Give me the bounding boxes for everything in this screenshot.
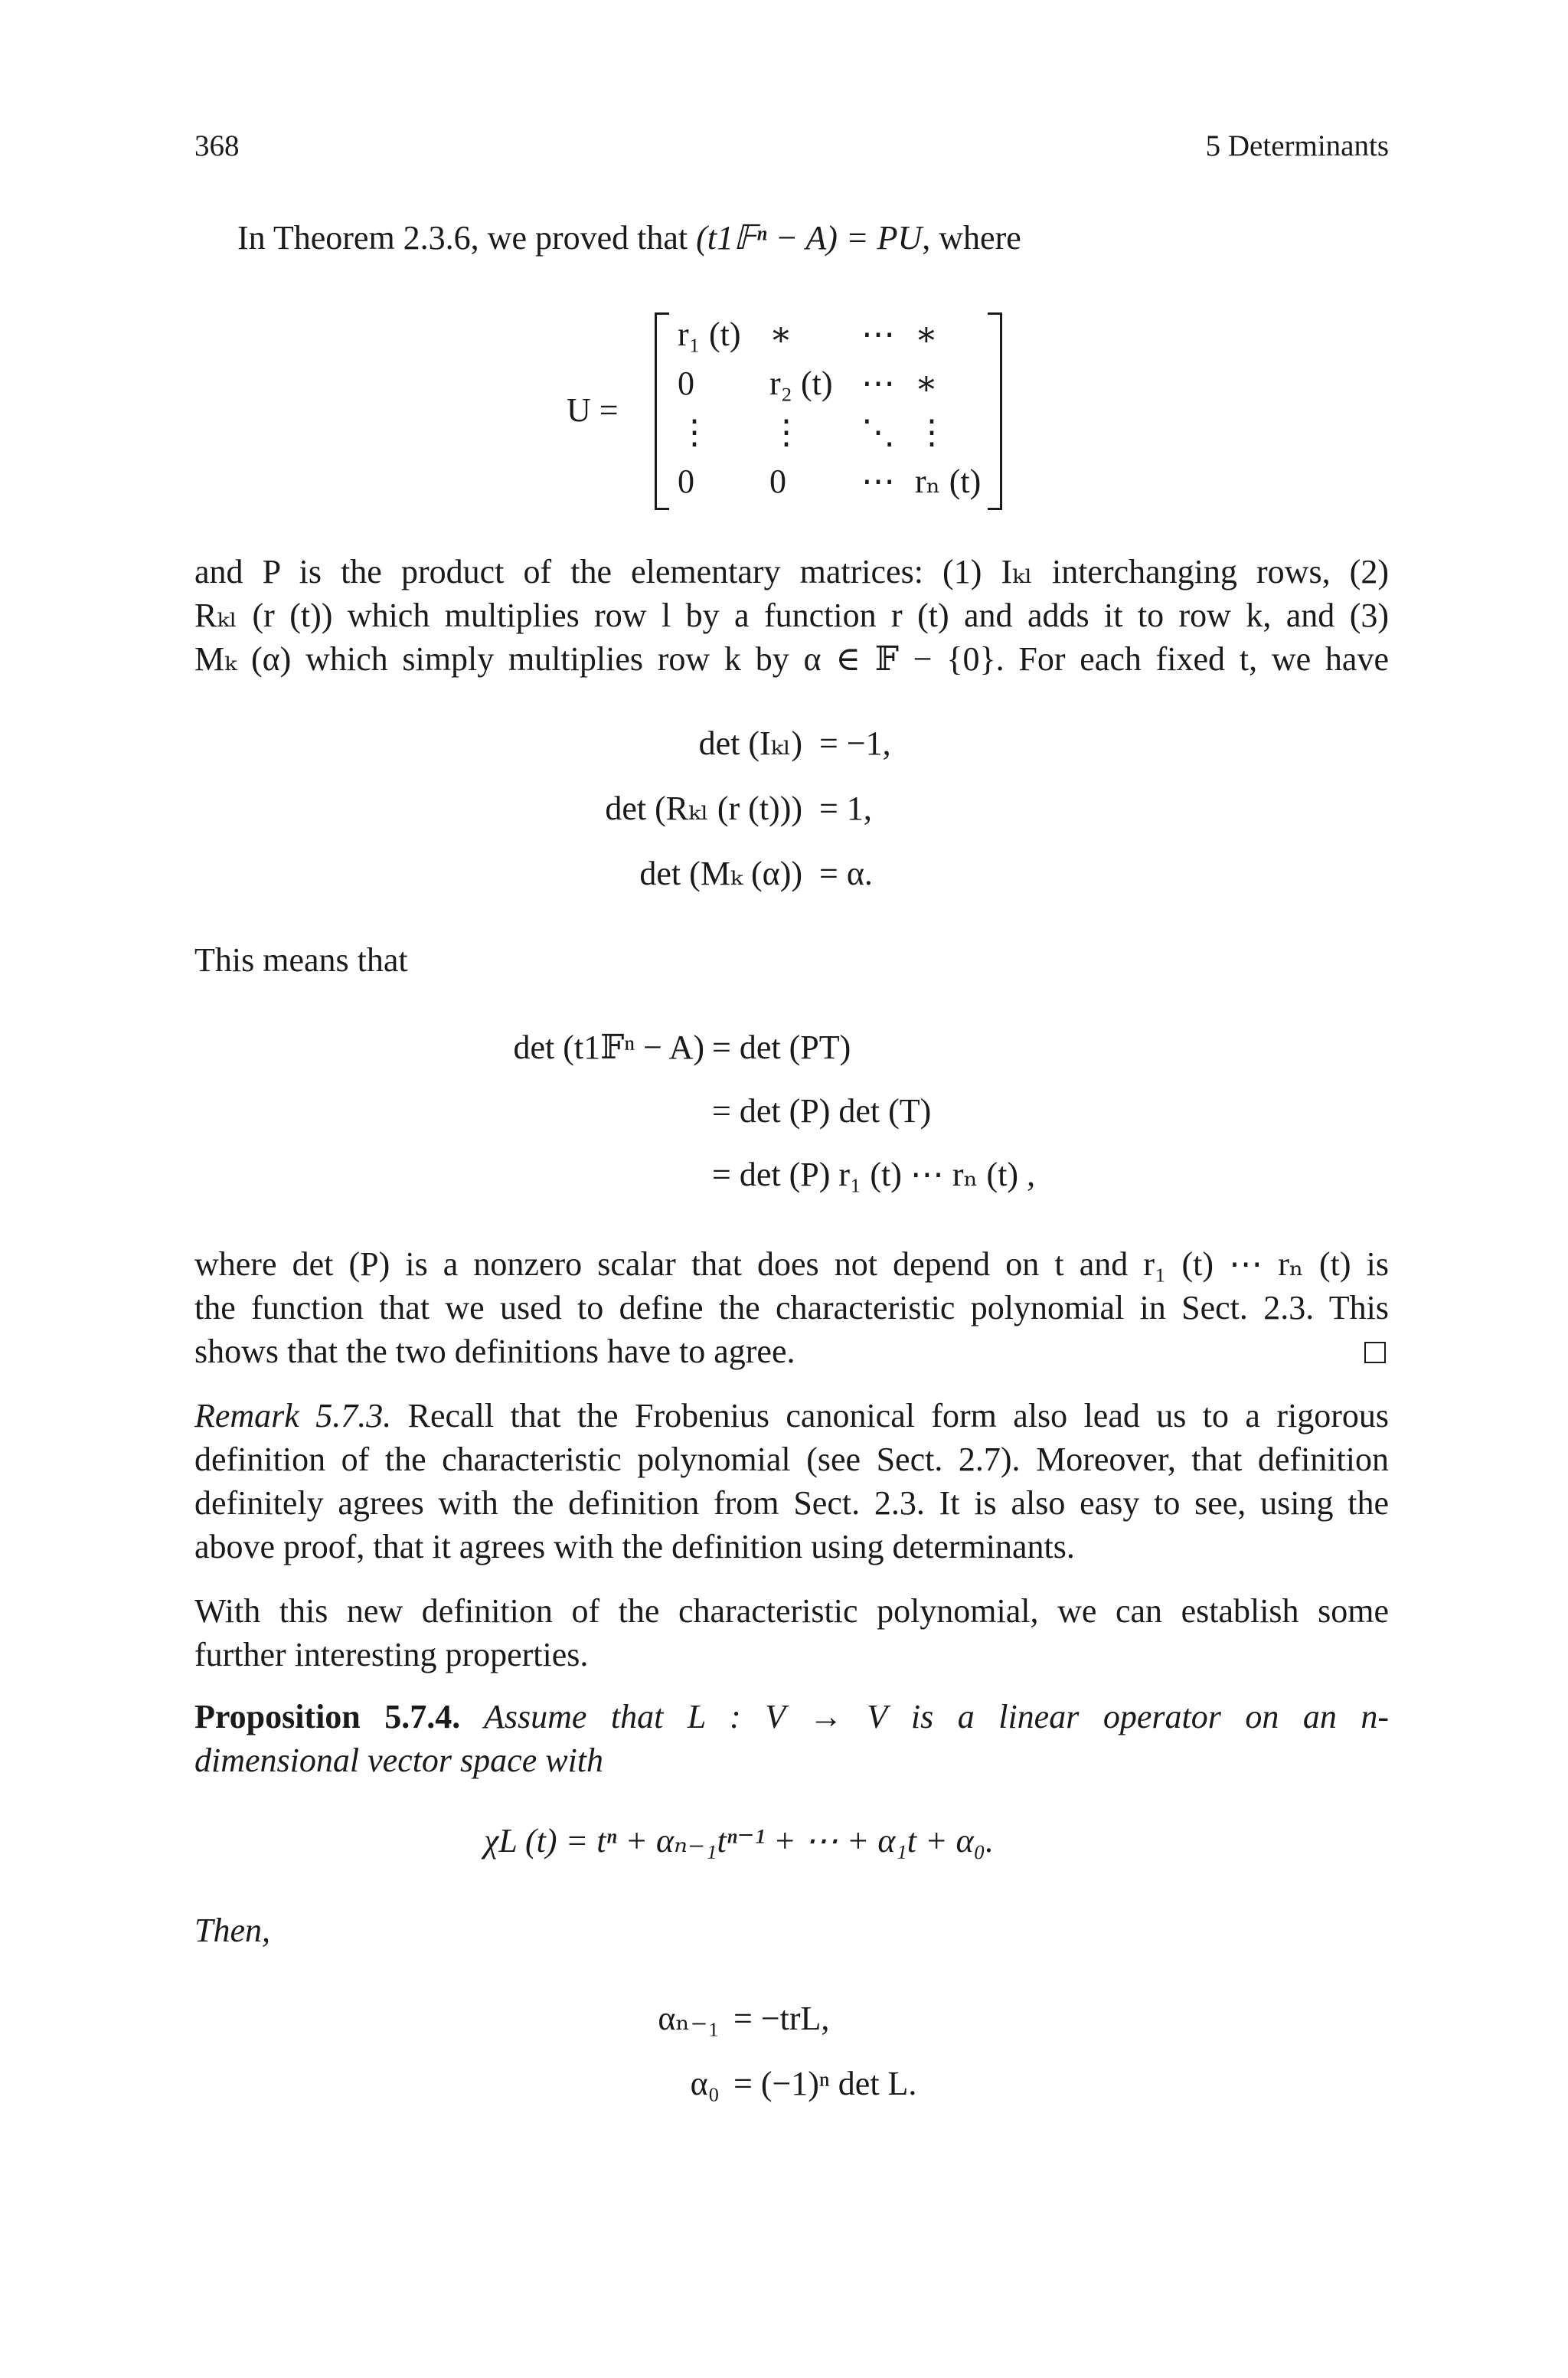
conclusion-rhs-1: = −trL, [733, 2000, 830, 2037]
this-means: This means that [194, 941, 408, 979]
char-poly-text: χL (t) = tⁿ + αₙ₋₁tⁿ⁻¹ + ⋯ + α₁t + α₀. [484, 1822, 995, 1860]
text-line: Mₖ (α) which simply multiplies row k by α ∈ 𝔽 − {0}. For each fixed t, we have [194, 640, 1389, 678]
det-chain-rhs-3: = det (P) r₁ (t) ⋯ rₙ (t) , [712, 1156, 1036, 1193]
conclusion-rhs-2: = (−1)ⁿ det L. [733, 2065, 917, 2102]
conclusion-lhs-1: αₙ₋₁ [658, 2000, 720, 2037]
intro-text-after: , where [922, 219, 1021, 257]
det-eq-lhs-2: det (Rₖₗ (r (t))) [605, 790, 802, 827]
matrix-row [678, 309, 991, 358]
det-chain-rhs-1: = det (PT) [712, 1029, 851, 1066]
proposition-label: Proposition 5.7.4. [194, 1698, 461, 1735]
matrix-u [678, 309, 991, 505]
det-eq-lhs-3: det (Mₖ (α)) [639, 855, 802, 892]
matrix-cell: ⋱ [861, 413, 895, 451]
chapter-title: 5 Determinants [1205, 129, 1389, 162]
paragraph-elementary [194, 550, 1389, 681]
text-line: definition of the characteristic polynomial (see Sect. 2.7). Moreover, that definition [194, 1441, 1389, 1478]
proposition-paragraph [194, 1695, 1389, 1782]
matrix-cell: 0 [769, 462, 786, 500]
matrix-cell: rₙ (t) [915, 462, 982, 500]
conclusion-lhs-2: α₀ [690, 2065, 720, 2102]
text-line: above proof, that it agrees with the definition using determinants. [194, 1528, 1075, 1565]
text-line: and P is the product of the elementary matrices: (1) Iₖₗ interchanging rows, (2) [194, 553, 1389, 590]
text-line: definitely agrees with the definition from Sect. 2.3. It is also easy to see, using the [194, 1484, 1389, 1522]
matrix-cell: 0 [678, 462, 694, 500]
text-line: further interesting properties. [194, 1636, 589, 1673]
matrix-cell: ⋮ [769, 413, 803, 451]
then-label [194, 1911, 270, 1950]
left-bracket [655, 312, 669, 510]
then-text: Then, [194, 1912, 270, 1949]
matrix-cell: r₁ (t) [678, 315, 741, 353]
matrix-cell: ⋮ [915, 413, 949, 451]
matrix-row [678, 407, 991, 456]
text-line: the function that we used to define the characteristic polynomial in Sect. 2.3. This [194, 1289, 1389, 1326]
intro-text-before: In Theorem 2.3.6, we proved that [237, 219, 697, 257]
det-eq-rhs-2: = 1, [819, 790, 872, 827]
paragraph-new-definition [194, 1589, 1389, 1676]
intro-equation: (t1𝔽ⁿ − A) = PU [696, 219, 923, 257]
qed-symbol [1364, 1342, 1386, 1367]
text-line: Recall that the Frobenius canonical form also lead us to a rigorous [391, 1397, 1389, 1434]
matrix-lhs: U = [567, 391, 619, 429]
det-eq-rhs-1: = −1, [819, 725, 891, 762]
matrix-row [678, 358, 991, 407]
text-line: dimensional vector space with [194, 1742, 604, 1779]
matrix-cell: ⋯ [861, 315, 895, 353]
char-poly-equation [484, 1821, 994, 1860]
matrix-cell: ⋯ [861, 364, 895, 402]
matrix-cell: ∗ [915, 364, 938, 402]
det-chain-rhs-2: = det (P) det (T) [712, 1092, 932, 1130]
remark-label: Remark 5.7.3. [194, 1397, 392, 1434]
matrix-cell: r₂ (t) [769, 364, 833, 402]
matrix-row [678, 456, 991, 505]
det-chain-lhs: det (t1𝔽ⁿ − A) [513, 1029, 704, 1066]
det-eq-lhs-1: det (Iₖₗ) [698, 725, 802, 762]
matrix-cell: ∗ [769, 315, 792, 353]
matrix-cell: ⋮ [678, 413, 711, 451]
text-line: With this new definition of the characteristic polynomial, we can establish some [194, 1592, 1389, 1630]
matrix-cell: ⋯ [861, 462, 895, 500]
matrix-cell: ∗ [915, 315, 938, 353]
text-line: where det (P) is a nonzero scalar that does not depend on t and r₁ (t) ⋯ rₙ (t) is [194, 1245, 1389, 1283]
intro-sentence [237, 218, 1021, 257]
matrix-cell: 0 [678, 364, 694, 402]
remark-paragraph [194, 1394, 1389, 1568]
page-number: 368 [194, 129, 240, 162]
paragraph-where [194, 1242, 1389, 1373]
text-line: shows that the two definitions have to agree. [194, 1333, 795, 1370]
text-line: Assume that L : V → V is a linear operator on an n- [460, 1698, 1389, 1735]
det-eq-rhs-3: = α. [819, 855, 873, 892]
text-line: Rₖₗ (r (t)) which multiplies row l by a function r (t) and adds it to row k, and (3) [194, 597, 1389, 634]
